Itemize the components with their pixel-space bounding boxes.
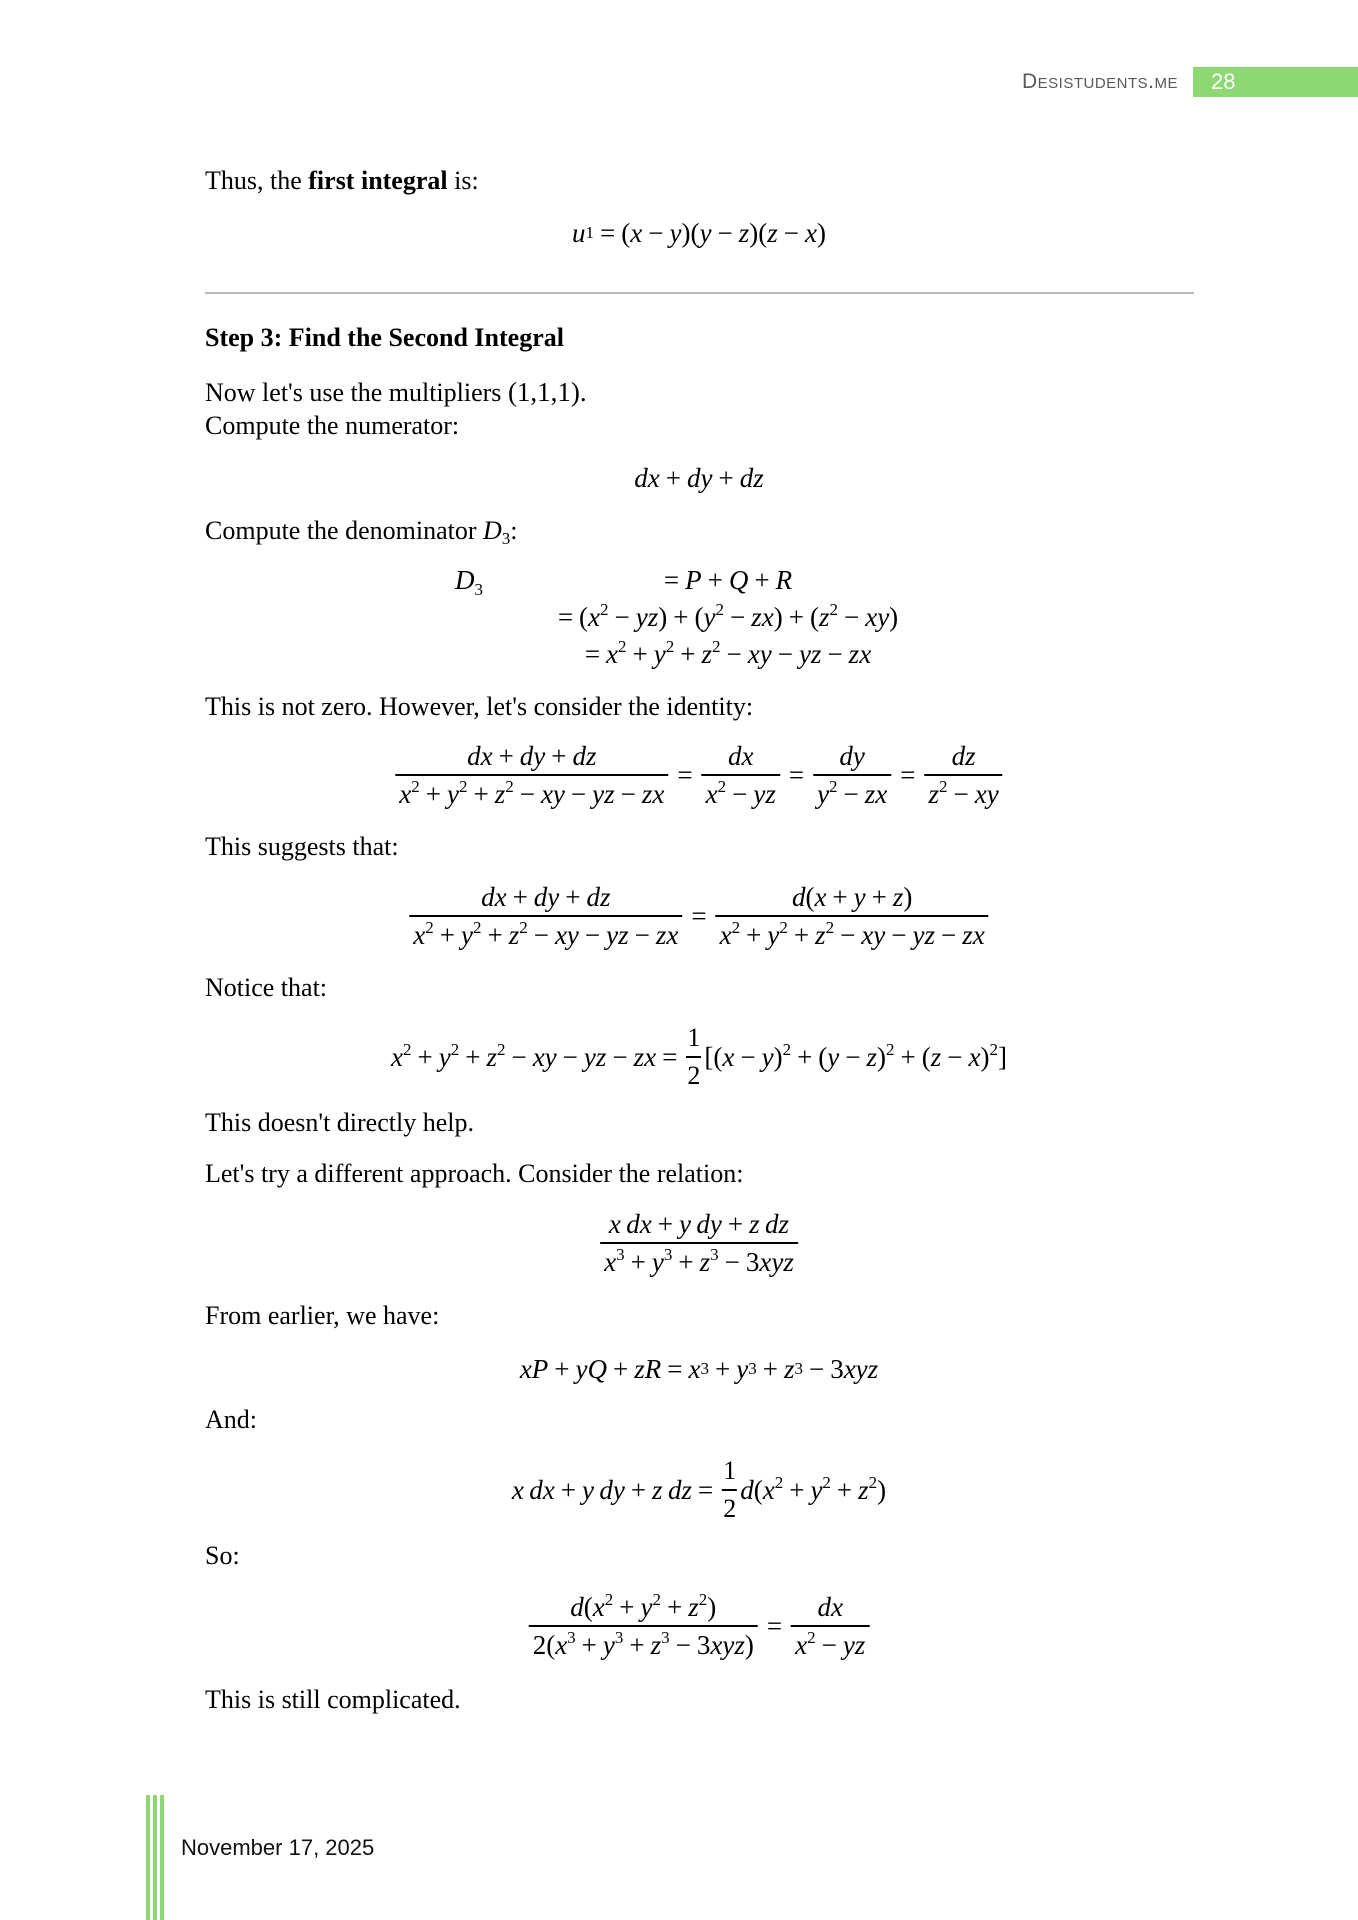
footer-accent-line — [153, 1795, 157, 1920]
equation-relation — [597, 1209, 801, 1277]
fraction — [395, 741, 668, 809]
equation-u1: u 1 = ( x − y ) ( y − z ) ( z − x ) — [572, 218, 826, 248]
fraction-denominator: $x^2$ − yz — [702, 774, 780, 809]
fraction-numerator: dx — [817, 1592, 843, 1622]
denominator-label-text: Compute the denominator — [205, 516, 484, 545]
not-help-text: This doesn't directly help. — [205, 1108, 474, 1137]
multipliers-text: Now let's use the multipliers (1,1,1). — [205, 377, 587, 407]
fraction-numerator: dy — [839, 741, 865, 771]
fraction — [702, 741, 780, 809]
header-site-name: Desistudents.me — [1021, 70, 1178, 93]
fraction-denominator: $x^2 + y^2 + z^2$ − xy − yz − zx — [395, 774, 668, 809]
page-number: 28 — [1211, 69, 1236, 94]
footer-accent-line — [146, 1795, 150, 1920]
equation-earlier: x P + y Q + z R = x 3 + y 3 + z 3 − 3 x y z — [519, 1354, 879, 1384]
suggests-text: This suggests that: — [205, 832, 399, 861]
intro-text: Thus, the — [205, 166, 309, 195]
fraction — [529, 1592, 758, 1660]
d3-row-1: = P + Q + R — [663, 565, 793, 595]
equation-and: x dx + y dy + z dz = $\frac{1}{2}$ $d(x^2 + y^2 + z^2)$ — [511, 1456, 887, 1523]
first-integral-intro — [205, 166, 479, 196]
complicated-text: This is still complicated. — [205, 1685, 461, 1714]
so-text: So: — [205, 1541, 240, 1570]
different-approach-text: Let's try a different approach. Consider the relation: — [205, 1159, 744, 1188]
fraction-denominator: $x^2 + y^2 + z^2$ − xy − yz − zx — [409, 915, 682, 950]
fraction — [791, 1592, 869, 1660]
fraction-denominator: 2 — [722, 1489, 737, 1524]
fraction — [686, 1023, 701, 1091]
section-divider — [205, 292, 1194, 294]
equation-suggests: $\frac{dx + dy + dz}{x^2 + y^2 + z^2 - xy - yz - zx}$ = $\frac{d(x + y + z)}{x^2 + y^2 + z^2 - xy - yz - zx}$ — [406, 882, 991, 950]
fraction-numerator: dx + dy + dz — [481, 882, 611, 912]
equation-so: $\frac{d(x^2 + y^2 + z^2)}{2(x^3 + y^3 + z^3 - 3xyz)}$ = $\frac{dx}{x^2 - yz}$ — [526, 1592, 873, 1660]
equation-identity: $\frac{dx + dy + dz}{x^2 + y^2 + z^2 - xy - yz - zx}$ = $\frac{dx}{x^2 - yz}$ = $\frac{dy}{y^2 - zx}$ = $\frac{dz}{z^2 - xy}$ — [392, 741, 1005, 809]
fraction-denominator: 2 — [686, 1056, 701, 1091]
fraction — [716, 882, 989, 950]
from-earlier-text: From earlier, we have: — [205, 1301, 440, 1330]
fraction-numerator: x dx + y dy + z dz — [608, 1209, 790, 1239]
fraction — [600, 1209, 798, 1277]
footer-date: November 17, 2025 — [181, 1835, 375, 1860]
d3-row-2: = $(x^2 - yz) + (y^2 - zx) + (z^2 - xy)$ — [557, 600, 899, 632]
page-number-badge — [1193, 67, 1358, 97]
numerator-label: Compute the numerator: — [205, 411, 460, 440]
equation-half-identity: $x^2 + y^2 + z^2$ − xy − yz − zx = $\frac{1}{2}$ $[(x - y)^2 + (y - z)^2 + (z - x)^2]$ — [391, 1023, 1007, 1090]
fraction-numerator: 1 — [723, 1456, 737, 1485]
d3-lhs: $D_3$ — [455, 565, 483, 599]
fraction-denominator: $x^2 + y^2 + z^2$ − xy − yz − zx — [716, 915, 989, 950]
fraction-denominator: $2(x^3 + y^3 + z^3 - 3xyz)$ — [529, 1625, 758, 1660]
fraction-numerator: dz — [951, 741, 976, 771]
fraction-numerator: dx — [727, 741, 754, 771]
denominator-label-colon: : — [510, 516, 518, 545]
fraction-numerator: d(x + y + z) — [791, 882, 913, 912]
fraction-denominator: $y^2$ − zx — [813, 774, 891, 809]
fraction-denominator: $x^2$ − yz — [791, 1625, 869, 1660]
notice-text: Notice that: — [205, 973, 328, 1002]
fraction-numerator: $d(x^2 + y^2 + z^2)$ — [570, 1590, 717, 1622]
intro-bold-text: first integral — [308, 166, 448, 195]
fraction — [925, 741, 1003, 809]
denominator-label — [205, 516, 518, 546]
fraction — [409, 882, 682, 950]
fraction-numerator: dx + dy + dz — [467, 741, 597, 771]
equation-numerator: d x + d y + d z — [634, 463, 764, 493]
d3-symbol: $D_3$ — [483, 516, 511, 548]
fraction-denominator: $z^2$ − xy — [925, 774, 1003, 809]
not-zero-text: This is not zero. However, let's consider the identity: — [205, 692, 754, 721]
fraction-denominator: $x^3 + y^3 + z^3 - 3xyz$ — [600, 1242, 798, 1277]
fraction — [813, 741, 891, 809]
fraction-numerator: 1 — [687, 1023, 701, 1052]
d3-row-3: = $x^2 + y^2 + z^2$ − xy − yz − zx — [584, 637, 872, 669]
intro-text-end: is: — [447, 166, 479, 195]
step3-heading: Step 3: Find the Second Integral — [205, 323, 564, 352]
fraction — [722, 1456, 737, 1524]
and-text: And: — [205, 1405, 257, 1434]
footer-accent-line — [160, 1795, 164, 1920]
